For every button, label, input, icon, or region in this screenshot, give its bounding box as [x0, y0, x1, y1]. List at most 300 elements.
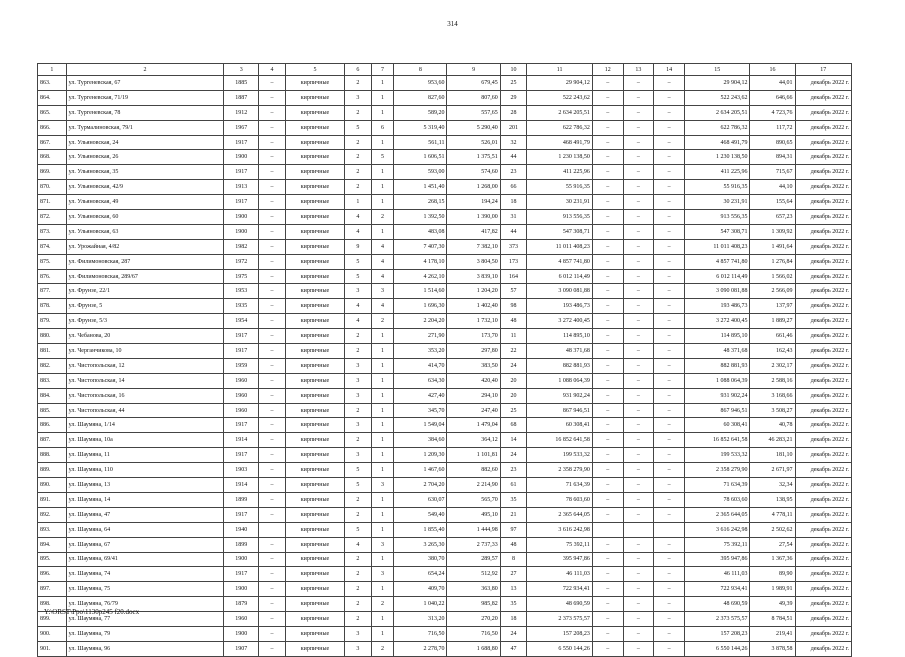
cell-total-area: 4 178,10: [394, 254, 447, 269]
cell-col-14: –: [654, 165, 685, 180]
cell-build-year: 1953: [224, 284, 259, 299]
cell-wall-material: кирпичные: [285, 373, 344, 388]
cell-cost-total: 6 550 144,26: [684, 641, 750, 656]
cell-total-cost: 1 088 064,39: [527, 373, 593, 388]
cell-build-year: 1914: [224, 478, 259, 493]
cell-floors: 3: [345, 284, 372, 299]
cell-total-area: 483,08: [394, 224, 447, 239]
cell-entrances: 1: [371, 522, 394, 537]
cell-residents: 23: [500, 165, 527, 180]
cell-cost-total: 30 231,91: [684, 195, 750, 210]
cell-residents: 28: [500, 105, 527, 120]
table-row: [38, 120, 852, 135]
cell-living-area: 417,82: [447, 224, 500, 239]
cell-col-14: –: [654, 195, 685, 210]
column-header: 8: [394, 64, 447, 76]
cell-total-cost: 882 881,93: [527, 358, 593, 373]
cell-completion-date: декабрь 2022 г.: [795, 537, 851, 552]
cell-completion-date: декабрь 2022 г.: [795, 299, 851, 314]
cell-col-12: –: [592, 552, 623, 567]
cell-cost-per-sqm: 894,31: [750, 150, 795, 165]
cell-cost-total: 1 088 064,39: [684, 373, 750, 388]
cell-total-cost: 913 556,35: [527, 210, 593, 225]
cell-floors: 4: [345, 314, 372, 329]
cell-total-area: 313,20: [394, 612, 447, 627]
cell-address: ул. Шаумяна, 69/41: [66, 552, 224, 567]
cell-total-area: 1 696,30: [394, 299, 447, 314]
cell-col-14: –: [654, 641, 685, 656]
cell-entrances: 1: [371, 90, 394, 105]
cell-living-area: 1 268,00: [447, 180, 500, 195]
cell-residents: 97: [500, 522, 527, 537]
cell-col-13: –: [623, 478, 654, 493]
cell-cost-per-sqm: 1 309,92: [750, 224, 795, 239]
cell-entrances: 1: [371, 612, 394, 627]
cell-wall-material: кирпичные: [285, 507, 344, 522]
cell-address: ул. Чистопольская, 12: [66, 358, 224, 373]
cell-row-number: 901.: [38, 641, 67, 656]
cell-residents: 35: [500, 492, 527, 507]
cell-total-cost: 30 231,91: [527, 195, 593, 210]
column-header: 5: [285, 64, 344, 76]
cell-build-year: 1917: [224, 418, 259, 433]
cell-total-area: 953,60: [394, 76, 447, 91]
cell-cost-total: 114 895,10: [684, 329, 750, 344]
cell-row-number: 886.: [38, 418, 67, 433]
cell-total-area: 2 204,20: [394, 314, 447, 329]
cell-address: ул. Чистопольская, 16: [66, 388, 224, 403]
cell-col-4: –: [259, 507, 286, 522]
cell-total-area: 561,11: [394, 135, 447, 150]
cell-living-area: 294,10: [447, 388, 500, 403]
cell-col-4: –: [259, 254, 286, 269]
cell-wall-material: кирпичные: [285, 314, 344, 329]
cell-col-4: –: [259, 388, 286, 403]
cell-wall-material: кирпичные: [285, 567, 344, 582]
cell-col-14: –: [654, 90, 685, 105]
cell-col-14: –: [654, 448, 685, 463]
cell-address: ул. Тургеневская, 67: [66, 76, 224, 91]
cell-col-12: –: [592, 180, 623, 195]
cell-cost-per-sqm: 162,43: [750, 344, 795, 359]
cell-col-13: –: [623, 76, 654, 91]
cell-address: ул. Ульяновская, 24: [66, 135, 224, 150]
cell-row-number: 867.: [38, 135, 67, 150]
cell-address: ул. Шаумяна, 1/14: [66, 418, 224, 433]
cell-col-13: –: [623, 224, 654, 239]
cell-total-cost: 46 111,03: [527, 567, 593, 582]
cell-residents: 22: [500, 344, 527, 359]
cell-row-number: 881.: [38, 344, 67, 359]
cell-living-area: 679,45: [447, 76, 500, 91]
cell-cost-per-sqm: 44,10: [750, 180, 795, 195]
cell-living-area: 557,65: [447, 105, 500, 120]
cell-residents: 18: [500, 612, 527, 627]
cell-total-area: 427,40: [394, 388, 447, 403]
cell-col-13: –: [623, 552, 654, 567]
cell-cost-total: 2 373 575,57: [684, 612, 750, 627]
cell-total-cost: 71 634,39: [527, 478, 593, 493]
table-row: [38, 641, 852, 656]
table-row: [38, 329, 852, 344]
cell-living-area: 364,12: [447, 433, 500, 448]
cell-living-area: 574,60: [447, 165, 500, 180]
cell-cost-total: 3 090 081,88: [684, 284, 750, 299]
cell-total-cost: 722 934,41: [527, 582, 593, 597]
cell-wall-material: кирпичные: [285, 537, 344, 552]
cell-total-area: 380,70: [394, 552, 447, 567]
table-header: [38, 64, 852, 76]
cell-floors: 2: [345, 76, 372, 91]
cell-living-area: 383,50: [447, 358, 500, 373]
cell-living-area: 495,10: [447, 507, 500, 522]
cell-total-area: 630,07: [394, 492, 447, 507]
table-row: [38, 582, 852, 597]
table-row: [38, 150, 852, 165]
cell-completion-date: декабрь 2022 г.: [795, 418, 851, 433]
cell-wall-material: кирпичные: [285, 626, 344, 641]
cell-col-13: –: [623, 418, 654, 433]
cell-col-14: –: [654, 492, 685, 507]
cell-total-cost: 522 243,62: [527, 90, 593, 105]
column-header: 13: [623, 64, 654, 76]
table-row: [38, 537, 852, 552]
cell-row-number: 893.: [38, 522, 67, 537]
cell-address: ул. Шаумяна, 67: [66, 537, 224, 552]
cell-total-area: 1 040,22: [394, 597, 447, 612]
cell-col-12: –: [592, 90, 623, 105]
cell-completion-date: декабрь 2022 г.: [795, 597, 851, 612]
cell-floors: 3: [345, 388, 372, 403]
cell-build-year: 1960: [224, 388, 259, 403]
cell-total-area: 7 407,30: [394, 239, 447, 254]
cell-col-13: –: [623, 507, 654, 522]
cell-build-year: 1914: [224, 433, 259, 448]
cell-wall-material: кирпичные: [285, 388, 344, 403]
cell-col-12: –: [592, 358, 623, 373]
cell-row-number: 880.: [38, 329, 67, 344]
cell-total-cost: 11 011 408,23: [527, 239, 593, 254]
cell-residents: 47: [500, 641, 527, 656]
cell-completion-date: декабрь 2022 г.: [795, 254, 851, 269]
cell-total-cost: 6 550 144,26: [527, 641, 593, 656]
cell-col-12: –: [592, 567, 623, 582]
cell-total-cost: 2 358 279,90: [527, 463, 593, 478]
cell-col-4: –: [259, 180, 286, 195]
cell-address: ул. Шаумяна, 47: [66, 507, 224, 522]
cell-col-14: –: [654, 135, 685, 150]
cell-cost-total: 46 111,03: [684, 567, 750, 582]
table-row: [38, 373, 852, 388]
cell-floors: 2: [345, 492, 372, 507]
cell-col-13: –: [623, 433, 654, 448]
cell-address: ул. Ульяновская, 63: [66, 224, 224, 239]
cell-col-4: –: [259, 567, 286, 582]
cell-cost-total: 3 272 400,45: [684, 314, 750, 329]
cell-completion-date: декабрь 2022 г.: [795, 433, 851, 448]
cell-floors: 2: [345, 612, 372, 627]
cell-residents: 24: [500, 626, 527, 641]
cell-residents: 24: [500, 358, 527, 373]
cell-col-13: –: [623, 254, 654, 269]
cell-total-cost: 48 690,59: [527, 597, 593, 612]
cell-col-4: –: [259, 358, 286, 373]
cell-col-13: –: [623, 344, 654, 359]
cell-entrances: 1: [371, 195, 394, 210]
cell-col-4: –: [259, 269, 286, 284]
cell-address: ул. Шаумяна, 13: [66, 478, 224, 493]
cell-address: ул. Фрунзе, 5: [66, 299, 224, 314]
cell-row-number: 874.: [38, 239, 67, 254]
cell-floors: 3: [345, 626, 372, 641]
cell-col-13: –: [623, 582, 654, 597]
cell-residents: 18: [500, 195, 527, 210]
cell-address: ул. Тургеневская, 78: [66, 105, 224, 120]
cell-address: ул. Турмалиновская, 79/1: [66, 120, 224, 135]
cell-wall-material: кирпичные: [285, 612, 344, 627]
cell-col-14: –: [654, 582, 685, 597]
cell-floors: 3: [345, 358, 372, 373]
cell-row-number: 877.: [38, 284, 67, 299]
column-header: 1: [38, 64, 67, 76]
cell-wall-material: кирпичные: [285, 195, 344, 210]
cell-col-14: –: [654, 403, 685, 418]
footer-file-path: Y:\ORST\Ppo\1130p245 f20.docx: [44, 608, 140, 616]
cell-cost-per-sqm: 32,34: [750, 478, 795, 493]
cell-build-year: 1885: [224, 76, 259, 91]
cell-living-area: 985,82: [447, 597, 500, 612]
cell-col-12: –: [592, 507, 623, 522]
cell-entrances: 1: [371, 552, 394, 567]
cell-cost-total: 11 011 408,23: [684, 239, 750, 254]
table-row: [38, 210, 852, 225]
cell-col-12: –: [592, 329, 623, 344]
cell-address: ул. Черганчикова, 10: [66, 344, 224, 359]
cell-wall-material: кирпичные: [285, 358, 344, 373]
cell-build-year: 1917: [224, 448, 259, 463]
cell-cost-per-sqm: 138,95: [750, 492, 795, 507]
cell-col-4: –: [259, 463, 286, 478]
cell-floors: 2: [345, 180, 372, 195]
cell-floors: 2: [345, 433, 372, 448]
cell-cost-per-sqm: 2 302,17: [750, 358, 795, 373]
cell-total-area: 414,70: [394, 358, 447, 373]
cell-row-number: 879.: [38, 314, 67, 329]
cell-cost-total: 913 556,35: [684, 210, 750, 225]
column-header: 17: [795, 64, 851, 76]
cell-cost-total: 522 243,62: [684, 90, 750, 105]
cell-cost-per-sqm: 3 168,66: [750, 388, 795, 403]
cell-col-12: –: [592, 433, 623, 448]
cell-total-cost: 3 272 400,45: [527, 314, 593, 329]
cell-address: ул. Чистопольская, 14: [66, 373, 224, 388]
cell-cost-per-sqm: 715,67: [750, 165, 795, 180]
cell-residents: 44: [500, 224, 527, 239]
cell-living-area: 194,24: [447, 195, 500, 210]
cell-wall-material: кирпичные: [285, 239, 344, 254]
cell-cost-total: 60 308,41: [684, 418, 750, 433]
table-row: [38, 314, 852, 329]
cell-wall-material: кирпичные: [285, 90, 344, 105]
cell-total-cost: 395 947,86: [527, 552, 593, 567]
cell-cost-total: 4 857 741,80: [684, 254, 750, 269]
cell-entrances: 4: [371, 254, 394, 269]
cell-living-area: 1 444,98: [447, 522, 500, 537]
cell-col-13: –: [623, 537, 654, 552]
cell-col-12: –: [592, 612, 623, 627]
cell-floors: 2: [345, 344, 372, 359]
cell-col-14: –: [654, 388, 685, 403]
cell-living-area: 1 732,10: [447, 314, 500, 329]
cell-col-12: –: [592, 626, 623, 641]
cell-col-4: –: [259, 224, 286, 239]
cell-entrances: 1: [371, 418, 394, 433]
cell-total-area: 827,60: [394, 90, 447, 105]
cell-col-13: –: [623, 403, 654, 418]
cell-cost-total: 75 392,11: [684, 537, 750, 552]
cell-completion-date: декабрь 2022 г.: [795, 165, 851, 180]
cell-cost-total: 931 902,24: [684, 388, 750, 403]
cell-col-14: –: [654, 224, 685, 239]
cell-col-12: –: [592, 120, 623, 135]
cell-col-13: –: [623, 135, 654, 150]
cell-col-12: –: [592, 478, 623, 493]
cell-living-area: 1 402,40: [447, 299, 500, 314]
cell-living-area: 526,01: [447, 135, 500, 150]
cell-total-area: 2 704,20: [394, 478, 447, 493]
cell-completion-date: декабрь 2022 г.: [795, 269, 851, 284]
cell-wall-material: кирпичные: [285, 224, 344, 239]
cell-cost-per-sqm: 46 283,21: [750, 433, 795, 448]
cell-cost-total: 622 786,32: [684, 120, 750, 135]
cell-entrances: 1: [371, 105, 394, 120]
cell-col-4: –: [259, 478, 286, 493]
table-row: [38, 76, 852, 91]
cell-completion-date: декабрь 2022 г.: [795, 522, 851, 537]
cell-total-cost: 55 916,35: [527, 180, 593, 195]
cell-cost-per-sqm: 1 989,91: [750, 582, 795, 597]
cell-row-number: 883.: [38, 373, 67, 388]
cell-living-area: 565,70: [447, 492, 500, 507]
cell-wall-material: кирпичные: [285, 105, 344, 120]
cell-build-year: 1913: [224, 180, 259, 195]
cell-entrances: 3: [371, 567, 394, 582]
cell-completion-date: декабрь 2022 г.: [795, 90, 851, 105]
cell-build-year: 1899: [224, 537, 259, 552]
cell-entrances: 1: [371, 626, 394, 641]
cell-entrances: 2: [371, 314, 394, 329]
cell-wall-material: кирпичные: [285, 582, 344, 597]
cell-living-area: 173,70: [447, 329, 500, 344]
cell-wall-material: кирпичные: [285, 254, 344, 269]
cell-col-14: [654, 522, 685, 537]
cell-total-cost: 1 230 138,50: [527, 150, 593, 165]
cell-col-4: –: [259, 135, 286, 150]
cell-row-number: 891.: [38, 492, 67, 507]
cell-living-area: 807,60: [447, 90, 500, 105]
table-row: [38, 433, 852, 448]
cell-entrances: 2: [371, 641, 394, 656]
column-header: 6: [345, 64, 372, 76]
cell-build-year: 1917: [224, 165, 259, 180]
cell-completion-date: декабрь 2022 г.: [795, 105, 851, 120]
cell-address: ул. Филимоновская, 287: [66, 254, 224, 269]
cell-floors: 2: [345, 567, 372, 582]
cell-wall-material: кирпичные: [285, 597, 344, 612]
cell-build-year: 1917: [224, 567, 259, 582]
cell-completion-date: декабрь 2022 г.: [795, 135, 851, 150]
cell-col-14: –: [654, 210, 685, 225]
cell-col-13: –: [623, 612, 654, 627]
cell-living-area: 2 214,90: [447, 478, 500, 493]
cell-address: ул. Ульяновская, 60: [66, 210, 224, 225]
cell-floors: 3: [345, 90, 372, 105]
cell-build-year: 1900: [224, 552, 259, 567]
cell-entrances: 4: [371, 239, 394, 254]
cell-col-14: –: [654, 344, 685, 359]
cell-floors: 2: [345, 597, 372, 612]
cell-living-area: 363,80: [447, 582, 500, 597]
cell-address: ул. Шаумяна, 75: [66, 582, 224, 597]
column-header: 2: [66, 64, 224, 76]
cell-residents: 57: [500, 284, 527, 299]
cell-residents: 31: [500, 210, 527, 225]
cell-cost-per-sqm: 8 784,51: [750, 612, 795, 627]
cell-col-14: –: [654, 373, 685, 388]
cell-wall-material: кирпичные: [285, 150, 344, 165]
cell-total-cost: 2 365 644,05: [527, 507, 593, 522]
cell-col-14: –: [654, 552, 685, 567]
cell-cost-per-sqm: 1 889,27: [750, 314, 795, 329]
column-header: 12: [592, 64, 623, 76]
cell-col-14: –: [654, 612, 685, 627]
cell-wall-material: кирпичные: [285, 329, 344, 344]
cell-col-13: [623, 522, 654, 537]
cell-col-14: –: [654, 478, 685, 493]
housing-table: [37, 63, 852, 657]
table-row: [38, 388, 852, 403]
cell-cost-per-sqm: 661,46: [750, 329, 795, 344]
cell-floors: 9: [345, 239, 372, 254]
cell-total-area: 1 606,51: [394, 150, 447, 165]
cell-total-area: 3 265,30: [394, 537, 447, 552]
cell-residents: 11: [500, 329, 527, 344]
cell-residents: 25: [500, 403, 527, 418]
cell-col-13: –: [623, 641, 654, 656]
cell-floors: 5: [345, 254, 372, 269]
cell-col-13: –: [623, 269, 654, 284]
cell-total-cost: 114 895,10: [527, 329, 593, 344]
table-row: [38, 492, 852, 507]
table-row: [38, 180, 852, 195]
cell-build-year: 1900: [224, 626, 259, 641]
cell-col-13: –: [623, 299, 654, 314]
cell-col-12: –: [592, 314, 623, 329]
cell-residents: 66: [500, 180, 527, 195]
cell-living-area: 289,57: [447, 552, 500, 567]
cell-cost-per-sqm: 44,01: [750, 76, 795, 91]
cell-row-number: 872.: [38, 210, 67, 225]
cell-address: ул. Шаумяна, 11: [66, 448, 224, 463]
cell-residents: 24: [500, 448, 527, 463]
cell-floors: 2: [345, 135, 372, 150]
cell-col-13: –: [623, 90, 654, 105]
cell-cost-total: 882 881,93: [684, 358, 750, 373]
cell-address: ул. Ульяновская, 49: [66, 195, 224, 210]
cell-cost-per-sqm: 646,66: [750, 90, 795, 105]
cell-completion-date: декабрь 2022 г.: [795, 552, 851, 567]
cell-col-12: –: [592, 403, 623, 418]
